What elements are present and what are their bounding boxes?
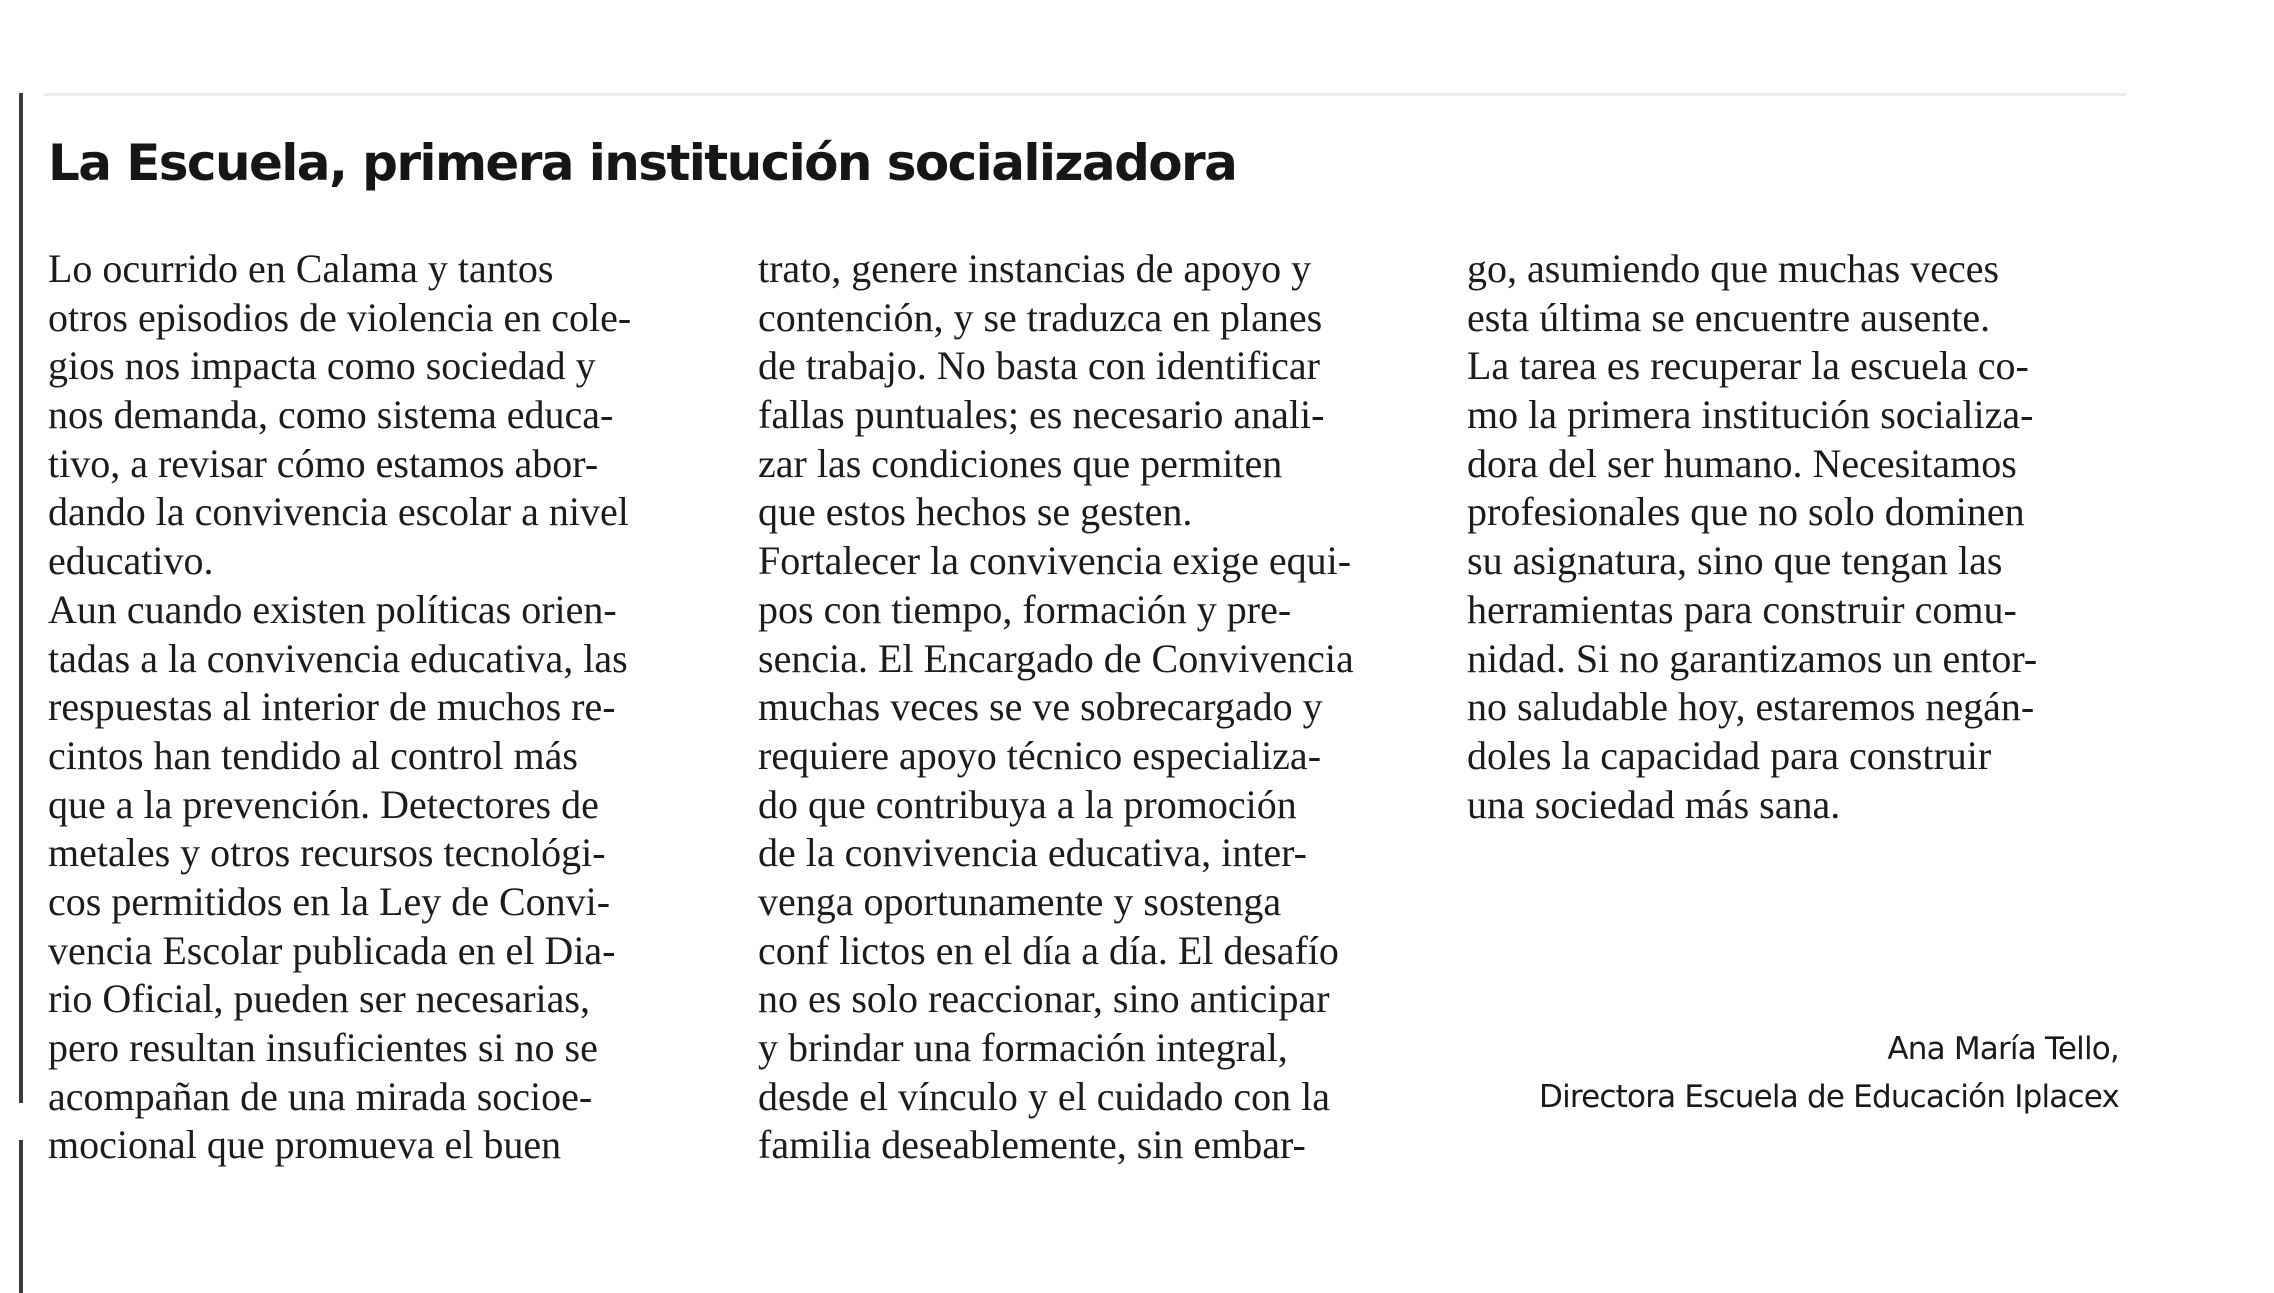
text-line: requiere apoyo técnico especializa-: [758, 732, 1322, 778]
text-line: cos permitidos en la Ley de Convi-: [48, 878, 611, 924]
text-line: una sociedad más sana.: [1467, 781, 1841, 827]
text-line: esta última se encuentre ausente.: [1467, 294, 1991, 340]
text-line: desde el vínculo y el cuidado con la: [758, 1073, 1331, 1119]
text-line: vencia Escolar publicada en el Dia-: [48, 927, 616, 973]
text-line: zar las condiciones que permiten: [758, 440, 1283, 486]
text-line: sencia. El Encargado de Convivencia: [758, 635, 1354, 681]
left-margin-line: [19, 93, 23, 1103]
text-line: nos demanda, como sistema educa-: [48, 392, 614, 438]
text-line: Aun cuando existen políticas orien-: [48, 586, 617, 632]
author-role: Directora Escuela de Educación Iplacex: [1539, 1079, 2119, 1115]
text-line: mocional que promueva el buen: [48, 1122, 562, 1168]
article-column-3: [1467, 245, 2037, 829]
text-line: acompañan de una mirada socioe-: [48, 1073, 593, 1119]
text-line: trato, genere instancias de apoyo y: [758, 246, 1312, 291]
text-line: otros episodios de violencia en cole-: [48, 294, 632, 340]
article-column-2: [758, 245, 1354, 1170]
article-headline: La Escuela, primera institución socializadora: [48, 134, 1237, 192]
text-line: no es solo reaccionar, sino anticipar: [758, 976, 1330, 1022]
text-line: familia deseablemente, sin embar-: [758, 1122, 1306, 1168]
author-signature: [1539, 1025, 2119, 1121]
text-line: venga oportunamente y sostenga: [758, 878, 1282, 924]
text-line: conf lictos en el día a día. El desafío: [758, 927, 1339, 973]
text-line: tadas a la convivencia educativa, las: [48, 635, 628, 681]
text-line: de la convivencia educativa, inter-: [758, 830, 1307, 876]
text-line: do que contribuya a la promoción: [758, 781, 1297, 827]
top-rule: [44, 93, 2126, 96]
left-margin-line-lower: [19, 1140, 23, 1293]
text-line: y brindar una formación integral,: [758, 1025, 1288, 1070]
text-line: su asignatura, sino que tengan las: [1467, 538, 2003, 584]
text-line: que a la prevención. Detectores de: [48, 781, 599, 827]
text-line: respuestas al interior de muchos re-: [48, 684, 616, 730]
text-line: contención, y se traduzca en planes: [758, 294, 1323, 340]
text-line: gios nos impacta como sociedad y: [48, 343, 596, 389]
text-line: mo la primera institución socializa-: [1467, 392, 2034, 438]
text-line: de trabajo. No basta con identificar: [758, 343, 1320, 389]
text-line: metales y otros recursos tecnológi-: [48, 830, 606, 876]
text-line: nidad. Si no garantizamos un entor-: [1467, 635, 2038, 681]
text-line: que estos hechos se gesten.: [758, 489, 1193, 535]
text-line: fallas puntuales; es necesario anali-: [758, 392, 1325, 438]
text-line: profesionales que no solo dominen: [1467, 489, 2025, 535]
text-line: rio Oficial, pueden ser necesarias,: [48, 976, 590, 1022]
text-line: pos con tiempo, formación y pre-: [758, 586, 1292, 632]
text-line: dando la convivencia escolar a nivel: [48, 489, 629, 535]
text-line: Lo ocurrido en Calama y tantos: [48, 246, 554, 291]
text-line: cintos han tendido al control más: [48, 732, 578, 778]
text-line: tivo, a revisar cómo estamos abor-: [48, 440, 599, 486]
text-line: muchas veces se ve sobrecargado y: [758, 684, 1323, 730]
text-line: Fortalecer la convivencia exige equi-: [758, 538, 1352, 584]
article-column-1: [48, 245, 631, 1170]
author-name: Ana María Tello,: [1887, 1031, 2119, 1067]
text-line: educativo.: [48, 538, 214, 584]
text-line: La tarea es recuperar la escuela co-: [1467, 343, 2029, 389]
text-line: herramientas para construir comu-: [1467, 586, 2017, 632]
text-line: doles la capacidad para construir: [1467, 732, 1992, 778]
text-line: no saludable hoy, estaremos negán-: [1467, 684, 2035, 730]
text-line: pero resultan insuficientes si no se: [48, 1025, 598, 1070]
text-line: go, asumiendo que muchas veces: [1467, 246, 2000, 291]
text-line: dora del ser humano. Necesitamos: [1467, 440, 2017, 486]
